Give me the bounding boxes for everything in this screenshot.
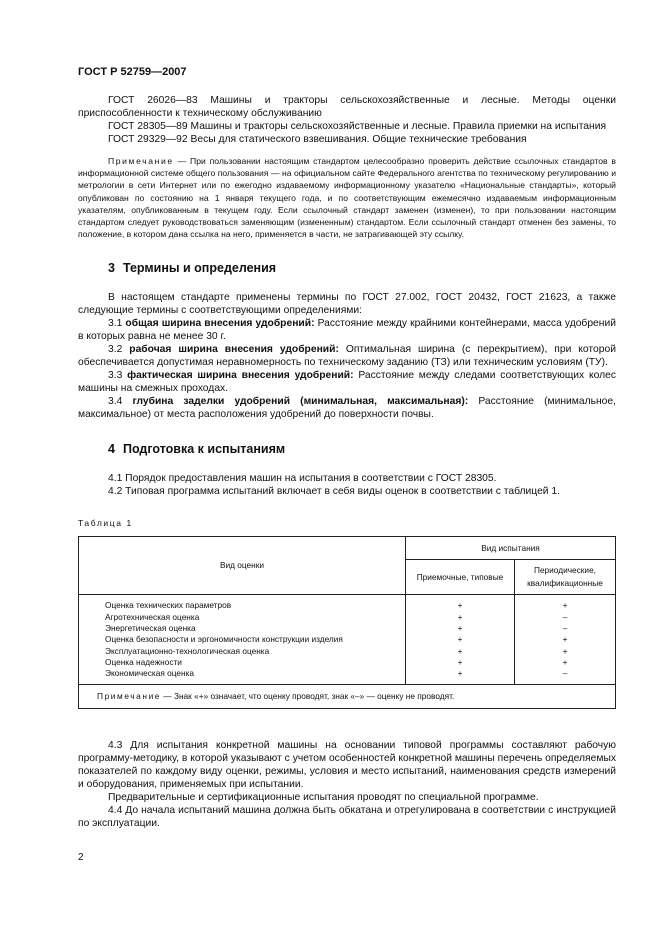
paragraph-4-1: 4.1 Порядок предоставления машин на испытания в соответствии с ГОСТ 28305. [108,473,497,485]
table-row-label: Экономическая оценка [105,668,195,679]
note-text: — При пользовании настоящим стандартом целесообразно проверить действие ссылочных стандартов в информационной системе общего пользования — на официальном сайте Федерального агентства по техническому регулированию и метрологии в сети Интернет или по ежегодно издаваемому информационному указателю «Национальные стандарты», который опубликован по состоянию на 1 января текущего года, и по соответствующим ежемесячно издаваемым информационным указателям, опубликованным в текущем году. Если ссылочный стандарт заменен (изменен), то при пользовании настоящим стандартом следует руководствоваться заменяющим (измененным) стандартом. Если ссылочный стандарт отменен без замены, то положение, в котором дана ссылка на него, применяется в части, не затрагивающей эту ссылку. [78,156,617,240]
paragraph-4-4: 4.4 До начала испытаний машина должна быть обкатана и отрегулирована в соответствии с инструкцией по эксплуатации. [78,804,616,829]
evaluation-table [78,536,616,708]
paragraph-4-3: 4.3 Для испытания конкретной машины на основании типовой программы составляют рабочую программу-методику, в которой указывают с учетом особенностей конкретной машины перечень определяемых показателей по каждому виду оценки, режимы, условия и место испытаний, наименования средств измерений и оборудования, применяемых при испытании. [78,739,616,790]
paragraph-4-3-extra: Предварительные и сертификационные испытания проводят по специальной программе. [108,791,539,803]
table-note: Примечание — Знак «+» означает, что оценку проводят, знак «–» — оценку не проводят. [79,684,616,708]
table-row-label: Эксплуатационно-технологическая оценка [105,645,270,656]
col-header-periodic: Периодические, квалификационные [515,560,616,595]
page-number: 2 [78,852,84,863]
accept-marks: + + + + + + + [406,595,515,684]
col-header-test: Вид испытания [406,537,616,560]
col-header-kind: Вид оценки [79,537,406,595]
term-3-4: 3.4 глубина заделки удобрений (минимальная, максимальная): Расстояние (минимальное, максимальное) от места расположения удобрений до поверхности почвы. [78,396,616,421]
note-label: Примечание [108,156,174,166]
reference-item: ГОСТ 29329—92 Весы для статического взвешивания. Общие технические требования [108,134,527,145]
section-4-heading: 4 Подготовка к испытаниям [108,442,286,457]
table-row-label: Энергетическая оценка [105,623,196,634]
table-row-label: Оценка безопасности и эргономичности конструкции изделия [105,634,343,645]
table-row-label: Оценка технических параметров [105,600,232,611]
reference-item: ГОСТ 28305—89 Машины и тракторы сельскохозяйственные и лесные. Правила приемки на испытания [108,121,607,132]
table-row-label: Оценка надежности [105,656,182,667]
reference-item: ГОСТ 26026—83 Машины и тракторы сельскохозяйственные и лесные. Методы оценки приспособленности к техническому обслуживанию [78,95,616,119]
section-3-heading: 3 Термины и определения [108,261,277,276]
term-3-1: 3.1 общая ширина внесения удобрений: Расстояние между крайними контейнерами, масса удобрений в которых равна не менее 30 г. [78,318,616,343]
periodic-marks: + – – + + + – [515,595,616,684]
term-3-3: 3.3 фактическая ширина внесения удобрений: Расстояние между следами соответствующих колес машины на смежных проходах. [78,370,616,395]
table-caption: Таблица 1 [78,518,133,529]
term-3-2: 3.2 рабочая ширина внесения удобрений: Оптимальная ширина (с перекрытием), при которой обеспечивается допустимая неравномерность по техническому заданию (ТЗ) или техническим условиям (ТУ). [78,344,616,369]
col-header-accept: Приемочные, типовые [406,560,515,595]
evaluation-list [79,595,406,684]
references-note [78,155,616,240]
document-header: ГОСТ Р 52759—2007 [78,66,187,78]
section-3-intro: В настоящем стандарте применены термины по ГОСТ 27.002, ГОСТ 20432, ГОСТ 21623, а также следующие термины с соответствующими определениями: [78,292,616,317]
paragraph-4-2: 4.2 Типовая программа испытаний включает в себя виды оценок в соответствии с таблицей 1. [108,486,560,498]
table-row-label: Агротехническая оценка [105,611,200,622]
document-body [78,94,616,830]
